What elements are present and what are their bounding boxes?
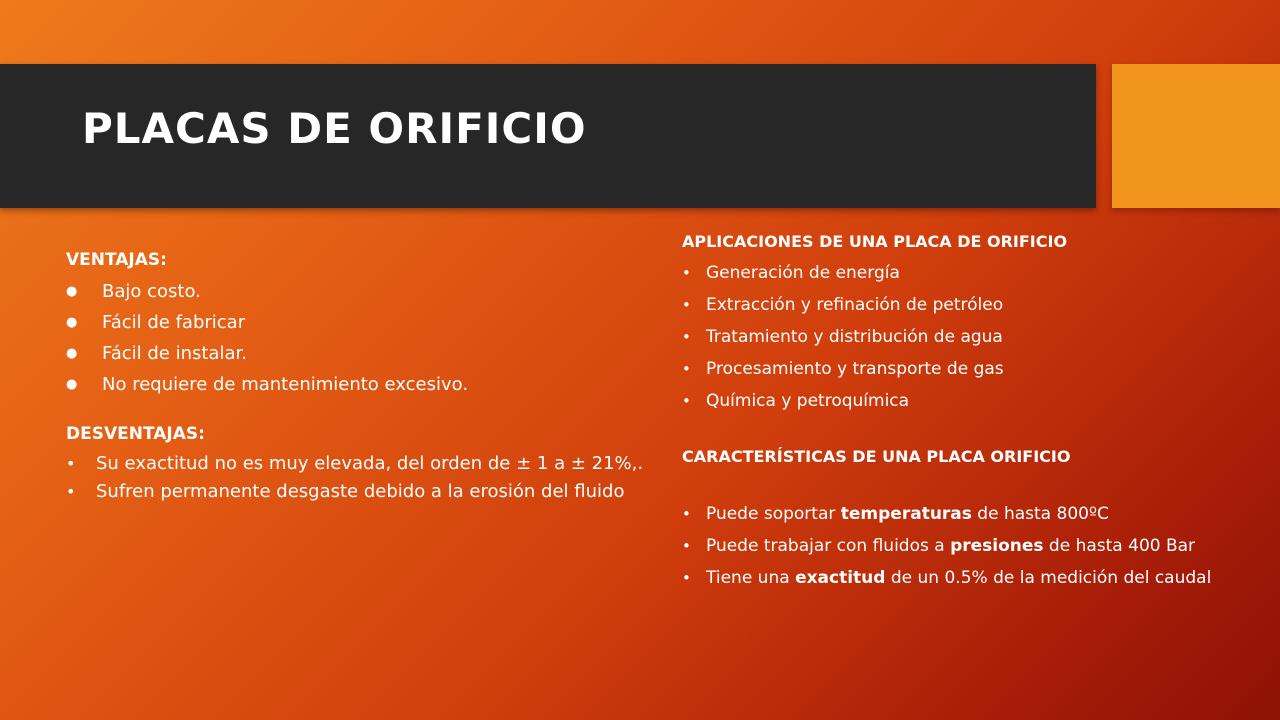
list-item: • Generación de energía bbox=[682, 257, 1242, 289]
ventajas-heading: VENTAJAS: bbox=[66, 250, 167, 270]
aplicaciones-heading: APLICACIONES DE UNA PLACA DE ORIFICIO bbox=[682, 232, 1068, 251]
list-item: ● Bajo costo. bbox=[66, 276, 646, 307]
list-item: ● Fácil de fabricar bbox=[66, 307, 646, 338]
left-column bbox=[66, 250, 646, 506]
list-item: • Tiene una exactitud de un 0.5% de la medición del caudal bbox=[682, 568, 1242, 588]
list-item: • Puede trabajar con fluidos a presiones de hasta 400 Bar bbox=[682, 536, 1242, 556]
list-item: • Extracción y refinación de petróleo bbox=[682, 289, 1242, 321]
list-item: • Sufren permanente desgaste debido a la erosión del fluido bbox=[66, 478, 646, 506]
list-item: ● Fácil de instalar. bbox=[66, 338, 646, 369]
caracteristicas-heading: CARACTERÍSTICAS DE UNA PLACA ORIFICIO bbox=[682, 447, 1071, 466]
desventajas-list bbox=[66, 450, 646, 506]
slide-title: PLACAS DE ORIFICIO bbox=[82, 104, 587, 153]
list-item: • Química y petroquímica bbox=[682, 385, 1242, 417]
list-item: • Puede soportar temperaturas de hasta 800ºC bbox=[682, 504, 1242, 524]
desventajas-heading: DESVENTAJAS: bbox=[66, 424, 205, 444]
list-item: ● No requiere de mantenimiento excesivo. bbox=[66, 369, 646, 400]
list-item: • Procesamiento y transporte de gas bbox=[682, 353, 1242, 385]
accent-block bbox=[1112, 64, 1280, 208]
aplicaciones-list bbox=[682, 257, 1242, 417]
ventajas-list bbox=[66, 276, 646, 400]
right-column bbox=[682, 232, 1242, 600]
list-item: • Su exactitud no es muy elevada, del orden de ± 1 a ± 21%,. bbox=[66, 450, 646, 478]
caracteristicas-list bbox=[682, 504, 1242, 588]
list-item: • Tratamiento y distribución de agua bbox=[682, 321, 1242, 353]
